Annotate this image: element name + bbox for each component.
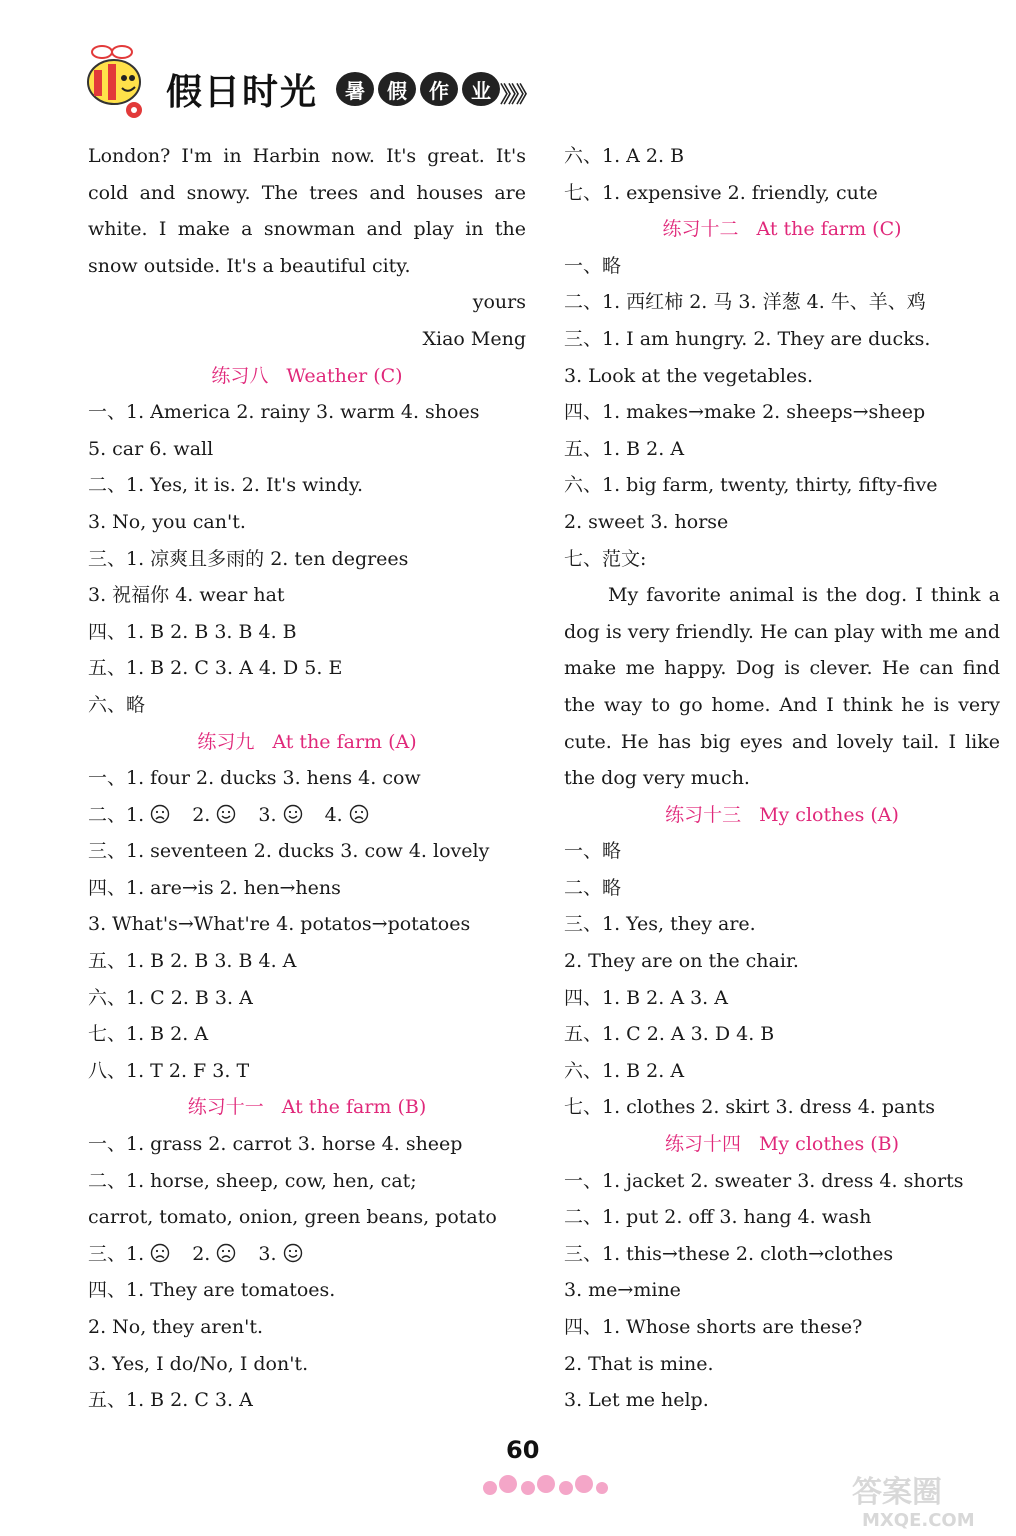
face-answer [258,1243,302,1265]
answer-column-left [88,138,526,1419]
answer-line: 六、1. big farm, twenty, thirty, fifty-five [564,474,938,497]
face-answer [192,804,236,826]
section-title: At the farm (C) [756,218,902,241]
answer-line: 3. Let me help. [564,1389,709,1412]
question-number: 二、 [88,803,127,826]
answer-line: 五、1. B 2. B 3. B 4. A [88,950,297,973]
page-number: 60 [506,1436,540,1464]
answer-number: 3. [258,1242,277,1265]
face-answer [258,804,302,826]
answer-line: 五、1. C 2. A 3. D 4. B [564,1023,775,1046]
answer-line: 六、1. A 2. B [564,145,685,167]
section-title: At the farm (A) [272,730,417,753]
section-number: 练习八 [211,364,269,387]
answer-line: 五、1. B 2. C 3. A [88,1389,253,1412]
answer-line: 2. That is mine. [564,1352,714,1375]
answer-line: 二、1. horse, sheep, cow, hen, cat; [88,1169,417,1192]
letter-paragraph: London? I'm in Harbin now. It's great. It's cold and snowy. The trees and houses are white. I make a snowman and play in the snow outside. It's a beautiful city. [88,145,526,277]
answer-line: 五、1. B 2. A [564,437,685,460]
answer-line: 六、略 [88,693,146,716]
answer-line: 一、1. four 2. ducks 3. hens 4. cow [88,767,421,790]
answer-number: 1. [126,1242,145,1265]
brand-badge: 业 [462,72,500,106]
bee-logo-icon [80,42,160,122]
smiley-face-icon [283,1243,303,1263]
answer-number: 4. [324,803,343,826]
answer-line: 3. me→mine [564,1279,681,1302]
sad-face-icon [150,804,170,824]
face-answer [126,1243,170,1265]
answer-line: 2. sweet 3. horse [564,510,729,533]
answer-line: 四、1. B 2. A 3. A [564,986,728,1009]
brand-title: 假日时光 [166,72,319,113]
answer-line: 二、略 [564,876,622,899]
section-title: At the farm (B) [281,1096,427,1119]
answer-line: 四、1. Whose shorts are these? [564,1316,863,1338]
answer-line: 七、1. expensive 2. friendly, cute [564,181,878,204]
answer-line: 七、1. clothes 2. skirt 3. dress 4. pants [564,1096,935,1119]
answer-line: carrot, tomato, onion, green beans, potato [88,1206,497,1229]
answer-line: 一、1. grass 2. carrot 3. horse 4. sheep [88,1133,463,1156]
flower-decoration-icon [480,1472,610,1498]
brand-badge: 暑 [336,72,374,106]
answer-line: 四、1. They are tomatoes. [88,1279,336,1302]
chevrons-icon: 》》》 [500,83,536,108]
letter-signature: yours [472,291,526,314]
answer-line: 三、1. Yes, they are. [564,913,756,936]
answer-line: 二、1. put 2. off 3. hang 4. wash [564,1206,872,1229]
answer-line: 六、1. B 2. A [564,1059,685,1082]
section-number: 练习九 [197,730,255,753]
answer-line: 3. What's→What're 4. potatos→potatoes [88,913,471,936]
smiley-face-icon [216,804,236,824]
section-heading [88,358,526,395]
answer-line: 一、1. jacket 2. sweater 3. dress 4. shorts [564,1169,964,1192]
watermark-text: 答案圈 [852,1475,942,1510]
answer-number: 3. [258,803,277,826]
answer-column-right [564,138,1000,1419]
answer-line: 八、1. T 2. F 3. T [88,1059,250,1082]
answer-line-faces [88,1236,526,1273]
answer-line: 三、1. this→these 2. cloth→clothes [564,1242,894,1265]
brand-badge: 作 [420,72,458,106]
section-title: My clothes (B) [758,1133,900,1156]
page-header [80,42,600,132]
section-number: 练习十四 [664,1133,741,1156]
answer-line: 3. Look at the vegetables. [564,364,813,387]
sample-essay: My favorite animal is the dog. I think a dog is very friendly. He can play with me and make me happy. Dog is clever. He can find the way to go home. And I think he is very cute. He has big eyes and lovely tail. I like the dog very much. [564,584,1000,790]
answer-number: 2. [192,1242,211,1265]
sad-face-icon [349,804,369,824]
face-answer [192,1243,236,1265]
answer-line: 二、1. 西红柿 2. 马 3. 洋葱 4. 牛、羊、鸡 [564,291,926,314]
face-answer [126,804,170,826]
answer-number: 2. [192,803,211,826]
section-heading [564,211,1000,248]
watermark [842,1468,1012,1532]
section-heading [88,1089,526,1126]
sad-face-icon [216,1243,236,1263]
question-number: 三、 [88,1242,127,1265]
answer-line: 七、1. B 2. A [88,1023,209,1046]
section-number: 练习十三 [665,803,742,826]
section-title: My clothes (A) [759,803,899,826]
answer-line: 二、1. Yes, it is. 2. It's windy. [88,474,364,497]
section-title: Weather (C) [286,364,403,387]
page-footer [470,1428,620,1508]
answer-line: 五、1. B 2. C 3. A 4. D 5. E [88,657,343,680]
answer-line: 一、1. America 2. rainy 3. warm 4. shoes [88,401,480,424]
answer-line: 六、1. C 2. B 3. A [88,986,253,1009]
answer-line: 三、1. seventeen 2. ducks 3. cow 4. lovely [88,840,490,863]
watermark-logo-icon [842,1468,1012,1532]
answer-line: 5. car 6. wall [88,437,214,460]
answer-line: 四、1. B 2. B 3. B 4. B [88,620,297,643]
answer-line: 三、1. I am hungry. 2. They are ducks. [564,327,931,350]
smiley-face-icon [283,804,303,824]
answer-line: 3. No, you can't. [88,510,246,533]
face-answer [325,804,369,826]
answer-line: 2. They are on the chair. [564,950,799,973]
section-heading [564,797,1000,834]
brand-badges [336,72,500,106]
answer-line: 3. 祝福你 4. wear hat [88,584,285,607]
brand-badge: 假 [378,72,416,106]
answer-line: 四、1. are→is 2. hen→hens [88,876,341,899]
sad-face-icon [150,1243,170,1263]
watermark-url: MXQE.COM [862,1510,975,1531]
letter-signature: Xiao Meng [422,327,526,350]
section-heading [564,1126,1000,1163]
answer-line: 三、1. 凉爽且多雨的 2. ten degrees [88,547,409,570]
section-number: 练习十二 [662,218,739,241]
section-heading [88,724,526,761]
answer-line-faces [88,797,526,834]
answer-line: 一、略 [564,840,622,863]
answer-line: 一、略 [564,254,622,277]
answer-line: 七、范文: [564,547,647,570]
section-number: 练习十一 [187,1096,264,1119]
answer-line: 2. No, they aren't. [88,1316,263,1338]
answer-line: 四、1. makes→make 2. sheeps→sheep [564,401,926,424]
answer-number: 1. [126,803,145,826]
answer-line: 3. Yes, I do/No, I don't. [88,1352,309,1375]
